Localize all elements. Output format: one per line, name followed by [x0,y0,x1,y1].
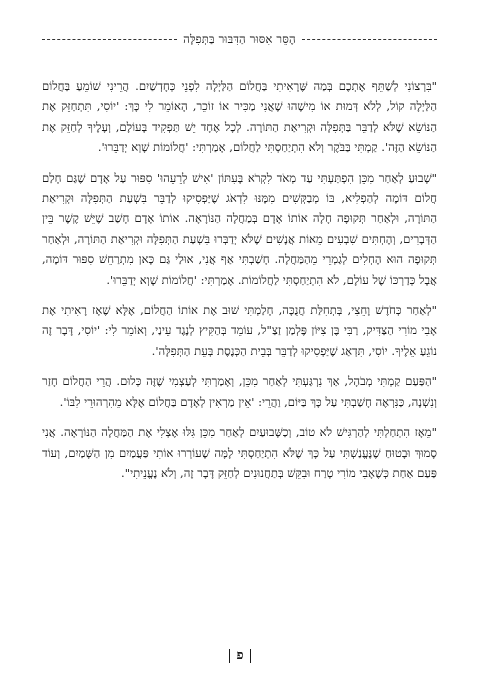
paragraph-1: "בִּרְצוֹנִי לְשַׁתֵּף אֶתְכֶם בְּמַה שֶּׁרָאִיתִי בַּחֲלוֹם הַלַּיְלָה לִפְנֵי כְּחָדְשַׁיִם. הֲרֵינִי שׁוֹמֵעַ בַּחֲלוֹם הַלַּיְלָה קוֹל, לְלֹא דְּמוּת אוֹ מִישֶׁהוּ שֶׁאֲנִי מַכִּיר אוֹ זוֹכֵר, הָאוֹמֵר לִי כָּךְ: 'יוֹסִי, תִּתְחַזֵּק אֶת הַנּוֹשֵׂא שֶׁלֹּא לְדַבֵּר בַּתְּפִלָּה וּקְרִיאַת הַתּוֹרָה. לְכָל אֶחָד יֵשׁ תַּפְקִיד בָּעוֹלָם, וְעָלֶיךָ לְחַזֵּק אֶת הַנּוֹשֵׂא הַזֶּה'. קַמְתִּי בַּבֹּקֶר וְלֹא הִתְיַחַסְתִּי לַחֲלוֹם, אָמַרְתִּי: 'חֲלוֹמוֹת שָׁוְא יְדַבֵּרוּ'. [42,79,437,155]
page-footer [0,647,480,663]
running-header [42,30,437,48]
page-number: פ [236,648,244,663]
body-text [42,76,437,483]
footer-bar-left [229,649,231,663]
paragraph-4: "הַפַּעַם קַמְתִּי מְבֹהָל, אַךְ נִרְגַּעְתִּי לְאַחַר מִכֵּן, וְאָמַרְתִּי לְעַצְמִי שֶׁזֶּה כְּלוּם. הֲרֵי הַחֲלוֹם חָזַר וְנִשְׁנָה, כַּנִּרְאֶה חָשַׁבְתִּי עַל כָּךְ בַּיּוֹם, וַהֲרֵי: 'אֵין מַרְאִין לְאָדָם בַּחֲלוֹם אֶלָּא מֵהִרְהוּרֵי לִבּוֹ'. [42,374,437,409]
paragraph-5: "מֵאָז הִתְחַלְתִּי לְהַרְגִּישׁ לֹא טוֹב, וְכַשָּׁבוּעַיִם לְאַחַר מִכֵּן גִּלּוּ אֶצְלִי אֶת הַמַּחֲלָה הַנּוֹרָאָה. אֲנִי סָמוּךְ וּבָטוּחַ שֶׁנֶּעֱנַשְׁתִּי עַל כָּךְ שֶׁלֹּא הִתְיַחַסְתִּי לָמָּה שֶׁעוֹרְרוּ אוֹתִי פַּעֲמַיִם מִן הַשָּׁמַיִם, וְעוֹד פַּעַם אַחַת כְּשֶׁאָבִי מוֹרִי טָרַח וּבִקֵּשׁ בְּתַחֲנוּנִים לְחַזֵּק דָּבָר זֶה, וְלֹא נֶעֱנֵיתִי". [42,425,437,480]
header-dash-line-left [42,39,177,40]
running-title: הֶסֵּר אִסּוּר הַדִּבּוּר בַּתְּפִלָּה [183,32,296,46]
header-dash-line-right [302,39,437,40]
paragraph-3: "לְאַחַר כְּחֹדֶשׁ וָחֵצִי, בְּתְחִלַּת חֲנֻכָּה, חָלַמְתִּי שׁוּב אֶת אוֹתוֹ הַחֲלוֹם, אֶלָּא שֶׁאָז רָאִיתִי אֶת אָבִי מוֹרִי הַצַּדִּיק, רַבִּי בֶּן צִיּוֹן פֶּלְמַן זַצַ"ל, עוֹמֵד בְּהַקִּיץ לְנֶגֶד עֵינַי, וְאוֹמֵר לִי: 'יוֹסִי, דָּבָר זֶה נוֹגֵעַ אֵלֶיךָ. יוֹסִי, תִּדְאַג שֶׁיַּפְסִיקוּ לְדַבֵּר בְּבֵית הַכְּנֶסֶת בְּעֵת הַתְּפִלָּה'. [42,303,437,358]
paragraph-2: "שָׁבוּעַ לְאַחַר מִכֵּן הִפְתַּעְתִּי עַד מְאֹד לִקְרֹא בָּעִתּוֹן 'אִישׁ לְרֵעֵהוּ' סִפּוּר עַל אָדָם שֶׁגַּם חָלַם חֲלוֹם דּוֹמֶה לְהַפְלִיא, בּוֹ מְבַקְּשִׁים מִמֶּנּוּ לִדְאֹג שֶׁיַּפְסִיקוּ לְדַבֵּר בִּשְׁעַת הַתְּפִלָּה וּקְרִיאַת הַתּוֹרָה, וּלְאַחַר תְּקוּפָה חָלָה אוֹתוֹ אָדָם בְּמַחֲלָה הַנּוֹרָאָה. אוֹתוֹ אָדָם חָשַׁב שֶׁיֵּשׁ קֶשֶׁר בֵּין הַדְּבָרִים, וְהֶחְתִּים שִׁבְעִים מֵאוֹת אֲנָשִׁים שֶׁלֹּא יְדַבְּרוּ בִּשְׁעַת הַתְּפִלָּה וּקְרִיאַת הַתּוֹרָה, וּלְאַחַר תְּקוּפָה הוּא הֶחְלִים לְגַמְרֵי מֵהַמַּחֲלָה. חָשַׁבְתִּי אַף אֲנִי, אוּלַי גַּם כָּאן מִתְרַחֵשׁ סִפּוּר דּוֹמֶה, אֲבָל כְּדַרְכּוֹ שֶׁל עוֹלָם, לֹא הִתְיַחַסְתִּי לַחֲלוֹמוֹת. אָמַרְתִּי: 'חֲלוֹמוֹת שָׁוְא יְדַבֵּרוּ'. [42,170,437,287]
footer-bar-right [250,649,252,663]
